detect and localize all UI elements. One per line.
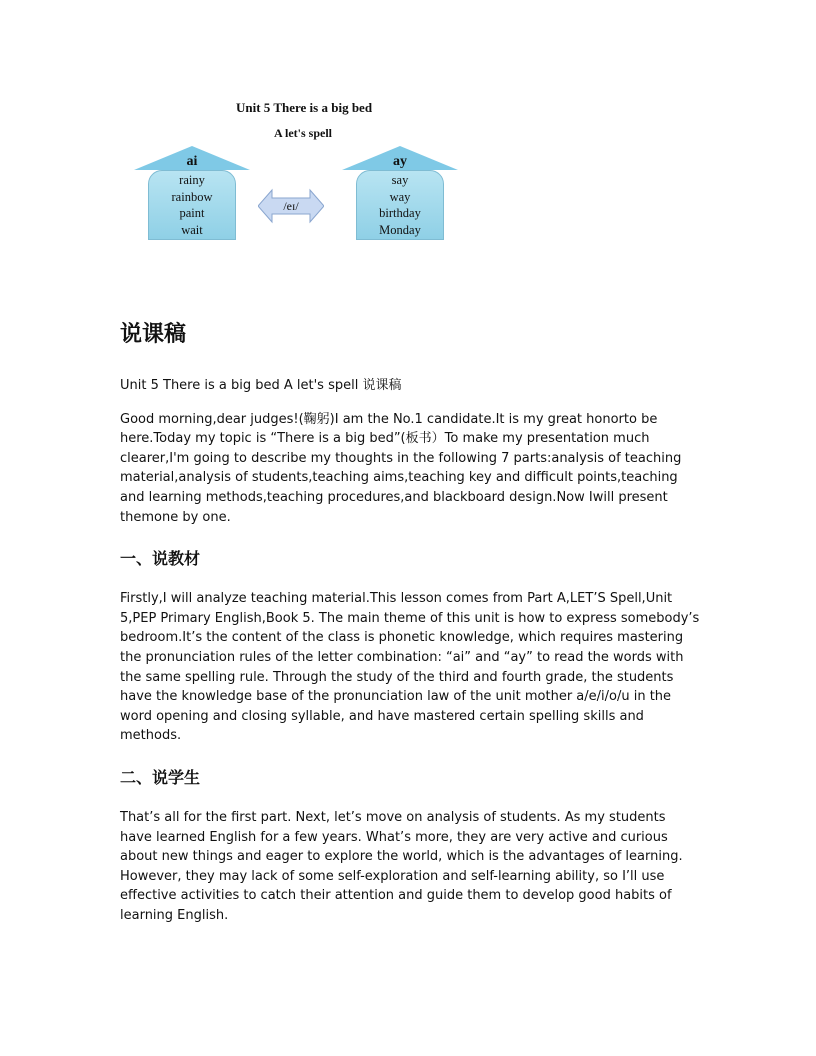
house-ay bbox=[342, 146, 458, 244]
intro-paragraph: Good morning,dear judges!(鞠躬)I am the No.1 candidate.It is my great honorto be here.Today my topic is “There is a big bed”(板书）To make my presentation much clearer,I'm going to describe my thoughts in the following 7 parts:analysis of teaching material,analysis of students,teaching aims,teaching key and difficult points,teaching and learning methods,teaching procedures,and blackboard design.Now Iwill present themone by one. bbox=[120, 411, 682, 525]
house-ai bbox=[134, 146, 250, 244]
house-word-list bbox=[356, 172, 444, 238]
spelling-diagram bbox=[0, 0, 816, 260]
section-heading: 二、说学生 bbox=[120, 767, 201, 787]
word: wait bbox=[181, 222, 203, 237]
word: say bbox=[391, 173, 409, 187]
section-heading: 一、说教材 bbox=[120, 549, 201, 569]
document-body bbox=[120, 318, 700, 925]
word: rainy bbox=[179, 173, 205, 187]
document-subtitle: Unit 5 There is a big bed A let's spell 说课稿 bbox=[120, 378, 402, 393]
diagram-subtitle: A let's spell bbox=[274, 126, 333, 140]
word: Monday bbox=[379, 222, 421, 237]
word: paint bbox=[179, 206, 205, 220]
word: birthday bbox=[379, 206, 421, 220]
word: rainbow bbox=[171, 189, 213, 204]
phoneme-label: /eɪ/ bbox=[283, 199, 299, 213]
house-word-list bbox=[148, 172, 236, 238]
section-paragraph: That’s all for the first part. Next, let’s move on analysis of students. As my students have learned English for a few years. What’s more, they are very active and curious about new things and eager to explore the world, which is the advantages of learning. However, they may lack of some self-exploration and self-learning ability, so I’ll use effective activities to catch their attention and guide them to develop good habits of learning English. bbox=[120, 809, 683, 923]
section-paragraph: Firstly,I will analyze teaching material.This lesson comes from Part A,LET’S Spell,Unit 5,PEP Primary English,Book 5. The main theme of this unit is how to express somebody’s bedroom.It’s the content of the class is phonetic knowledge, which requires mastering the pronunciation rules of the letter combination: “ai” and “ay” to read the words with the same spelling rule. Through the study of the third and fourth grade, the students have the knowledge base of the pronunciation law of the unit mother a/e/i/o/u in the word opening and closing syllable, and have mastered certain spelling skills and methods. bbox=[120, 591, 700, 744]
house-heading: ai bbox=[186, 154, 198, 169]
word: way bbox=[389, 189, 411, 204]
diagram-title: Unit 5 There is a big bed bbox=[236, 100, 373, 115]
page-title: 说课稿 bbox=[120, 322, 187, 347]
house-heading: ay bbox=[393, 154, 407, 169]
